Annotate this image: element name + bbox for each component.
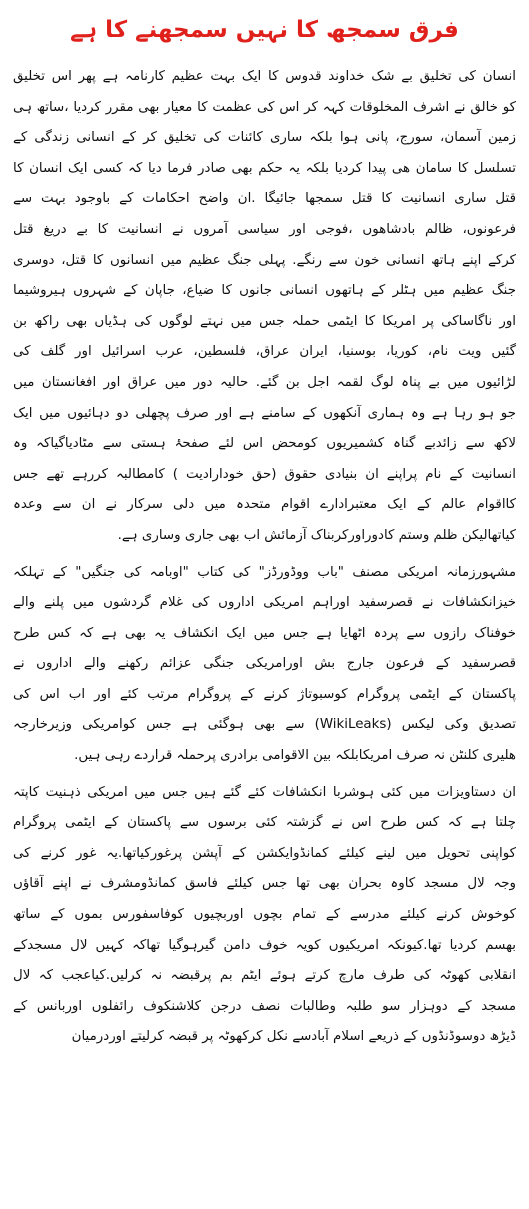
- paragraph-line: ھلیری کلنٹن نہ صرف امریکابلکہ بین الاقوامی برادری پرحملہ قراردے رہی ہیں.: [74, 748, 516, 764]
- paragraph-line: جو ہو رہا ہے وہ ہماری آنکھوں کے سامنے ہے اور صرف پچھلی دو دہائیوں میں ایک: [13, 405, 516, 421]
- paragraph-line: قصرسفید کے فرعون جارج بش اورامریکی جنگی عزائم رکھنے والے اداروں نے: [13, 656, 516, 672]
- article-paragraph: [13, 558, 516, 772]
- article-title: فرق سمجھ کا نہیں سمجھنے کا ہے: [70, 17, 459, 43]
- paragraph-line: خوفناک رازوں سے پردہ اٹھایا ہے جس میں ایک انکشاف یہ بھی ہے کہ کس طرح: [13, 625, 516, 641]
- paragraph-line: کیاتھالیکن ظلم وستم کادوراورکربناک آزمائش اب بھی جاری وساری ہے.: [117, 527, 516, 543]
- paragraph-line: خیزانکشافات نے قصرسفید اوراہم امریکی اداروں کی غلام گردشوں میں پلنے والے: [13, 595, 516, 611]
- paragraph-line: کرکے اپنے ہاتھ انسانی خون سے رنگے. پہلی جنگ عظیم میں انسانوں کا قتل، دوسری: [13, 252, 516, 268]
- paragraph-line: کواپنی تحویل میں لینے کیلئے کمانڈوایکشن کے آپشن پرغورکیاتھا.یہ غور کرنے کی: [13, 845, 516, 861]
- paragraph-line: لڑائیوں میں بے پناہ لوگ لقمہ اجل بن گئے. حالیہ دور میں عراق اور افغانستان میں: [13, 374, 516, 390]
- paragraph-line: فرعونوں، ظالم بادشاھوں ،فوجی اور سیاسی آمروں نے انسانیت کا بے دریغ قتل: [13, 221, 516, 237]
- paragraph-line: کوخوش کرنے کیلئے مدرسے کے تمام بچوں اوربچیوں کوفاسفورس بموں کے ساتھ: [13, 907, 516, 923]
- paragraph-line: اور ناگاساکی پر امریکا کا ایٹمی حملہ جس میں نہتے لوگوں کی ہڈیاں بھی راکھ بن: [13, 313, 516, 329]
- paragraph-line: مسجد کے دوہزار سو طلبہ وطالبات نصف درجن کلاشنکوف رائفلوں اوربانس کے: [13, 998, 516, 1014]
- article-paragraph: [13, 778, 516, 1053]
- paragraph-line: وجہ لال مسجد کاوہ بحران بھی تھا جس کیلئے فاسق کمانڈومشرف نے اپنے آقاؤں: [13, 876, 516, 892]
- paragraph-line: تصدیق وکی لیکس (WikiLeaks) سے بھی ہوگئی ہے جس کوامریکی وزیرخارجہ: [13, 717, 516, 733]
- paragraph-line: مشہورزمانہ امریکی مصنف "باب ووڈورڈز" کی کتاب "اوبامہ کی جنگیں" کے تہلکہ: [13, 564, 516, 580]
- paragraph-line: زمین آسمان، سورج، پانی ہوا بلکہ ساری کائنات کی تخلیق کر کے انسانی زندگی کے: [13, 130, 516, 146]
- paragraph-line: ڈیڑھ دوسوڈنڈوں کے ذریعے اسلام آبادسے نکل کرکھوٹہ پر قبضہ کرلیتے اوردرمیان: [71, 1029, 516, 1045]
- article-paragraph: [13, 62, 516, 552]
- paragraph-line: بھسم کردیا تھا.کیونکہ امریکیوں کویہ خوف دامن گیرہوگیا تھاکہ کہیں لال مسجدکے: [13, 937, 516, 953]
- paragraph-line: انسان کی تخلیق بے شک خداوند قدوس کا ایک بہت عظیم کارنامہ ہے پھر اس تخلیق: [13, 69, 516, 84]
- paragraph-line: ان دستاویزات میں کئی ہوشربا انکشافات کئے گئے ہیں جس میں امریکی ذہنیت کاپتہ: [13, 784, 516, 800]
- paragraph-line: گئیں ویت نام، کوریا، بوسنیا، ایران عراق، فلسطین، عرب اسرائیل اور گلف کی: [13, 344, 516, 360]
- paragraph-line: جنگ عظیم میں ہٹلر کے ہاتھوں انسانی جانوں کا ضیاع، جاپان کے شہروں ہیروشیما: [13, 283, 516, 299]
- paragraph-line: کااقوام عالم کے ایک معتبرادارے اقوام متحدہ میں دلی سرکار نے ان سے وعدہ: [13, 497, 516, 513]
- paragraph-line: انقلابی کھوٹہ کی طرف مارچ کرتے ہوئے ایٹم بم پرقبضہ نہ کرلیں.کیاعجب کہ لال: [13, 968, 516, 984]
- paragraph-line: قتل ساری انسانیت کا قتل سمجھا جائیگا .ان واضح احکامات کے باوجود بہت سے: [13, 191, 516, 207]
- paragraph-line: پاکستان کے ایٹمی پروگرام کوسبوتاژ کرنے کے پروگرام مرتب کئے اور اب اس کی: [13, 686, 516, 702]
- paragraph-line: لاکھ سے زائدبے گناہ کشمیریوں کومحض اس لئے صفحۂ ہستی سے مٹادیاگیاکہ وہ: [13, 436, 516, 452]
- paragraph-line: چلتا ہے کہ کس طرح اس نے گزشتہ کئی برسوں سے پاکستان کے ایٹمی پروگرام: [13, 815, 516, 831]
- article-body: [13, 62, 516, 1053]
- paragraph-line: کو خالق نے اشرف المخلوقات کہہ کر اس کی عظمت کا معیار بھی مقرر کردیا ،ساتھ ہی: [13, 99, 516, 115]
- paragraph-line: انسانیت کے نام پراپنے ان بنیادی حقوق (حق خودارادیت ) کامطالبہ کررہے تھے جس: [13, 466, 516, 482]
- paragraph-line: تسلسل کا سامان ھی پیدا کردیا بلکہ یہ حکم بھی صادر فرما دیا کہ کسی ایک انسان کا: [13, 160, 516, 176]
